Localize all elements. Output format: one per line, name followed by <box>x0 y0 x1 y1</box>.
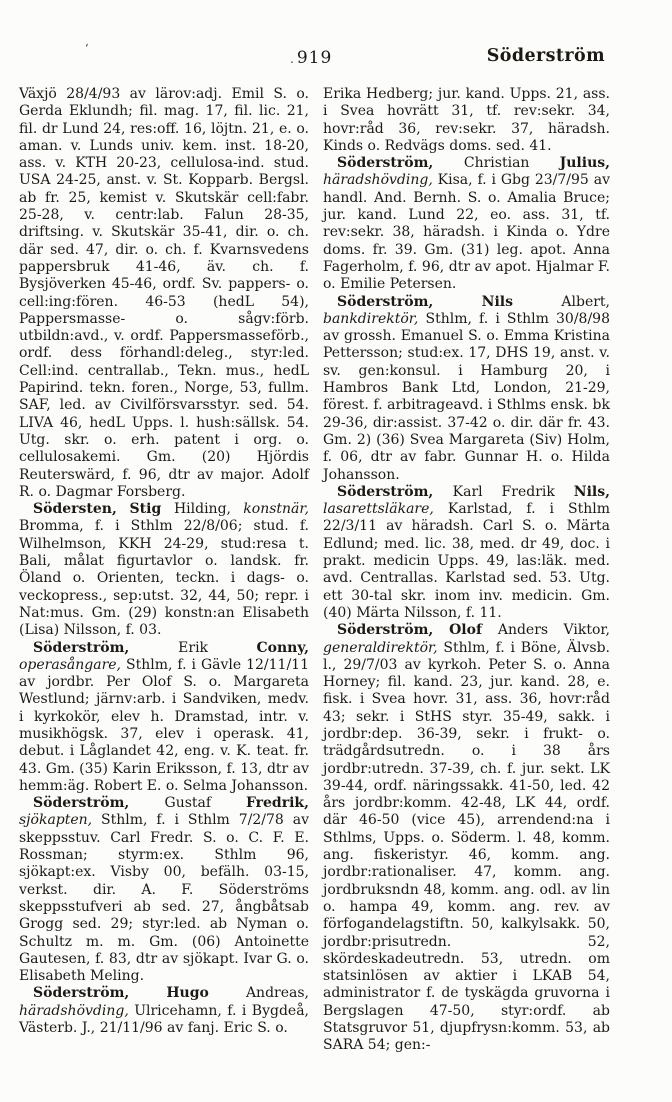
entry-headword: Conny, <box>256 639 309 656</box>
entry-headword: Julius, <box>559 155 610 172</box>
entry-occupation: lasarettsläkare, <box>323 501 448 518</box>
entry-headword: Söderström, <box>337 483 453 500</box>
entry-paragraph <box>19 501 309 639</box>
entry-text: Karl Fredrik <box>452 483 574 500</box>
page-number-value: 919 <box>296 48 333 68</box>
entry-occupation: operasångare, <box>19 656 126 673</box>
entry-occupation: generaldirektör, <box>323 639 444 656</box>
scan-artifact-mark: ʻ <box>85 42 89 55</box>
entry-occupation: bankdirektör, <box>323 310 426 327</box>
entry-headword: Söderström, <box>33 795 165 812</box>
entry-text: Anders Viktor, <box>497 622 610 639</box>
entry-text: Ulricehamn, f. i Bygdeå, Västerb. J., 21/11/96 av fanj. Eric S. o. <box>19 1002 309 1037</box>
entry-paragraph <box>19 640 309 796</box>
entry-headword: Söderström, Olof <box>337 622 498 639</box>
entry-text: Växjö 28/4/93 av lärov:adj. Emil S. o. Gerda Eklundh; fil. mag. 17, fil. lic. 21, fil. dr Lund 24, res:off. 16, löjtn. 21, e. o. aman. v. Lunds univ. kem. inst. 18-20, ass. v. KTH 20-23, cellulosa-ind. stud. USA 24-25, anst. v. St. Kopparb. Bergsl. ab fr. 25, kemist v. Skutskär cell:fabr. 25-28, v. centr:lab. Falun 28-35, driftsing. v. Skutskär 35-41, dir. o. ch. där sed. 47, dir. o. ch. f. Kvarnsvedens pappersbruk 41-46, äv. ch. f. Bysjöverken 45-46, ordf. Sv. pappers- o. cell:ing:fören. 46-53 (hedL 54), Pappersmasse- o. sågv:förb. utbildn:avd., v. ordf. Pappersmasseförb., ordf. dess förhandl:deleg., styr:led. Cell:ind. centrallab., Tekn. mus., hedL Papirind. tekn. foren., Norge, 53, fullm. SAF, led. av Civilförsvarsstyr. sed. 54. LIVA 46, hedL Upps. l. hush:sällsk. 54. Utg. skr. o. erh. patent i org. o. cellulosakemi. Gm. (20) Hjördis Reuterswärd, f. 96, dtr av major. Adolf R. o. Dagmar Forsberg. <box>19 86 309 500</box>
continuation-paragraph <box>323 86 610 155</box>
text-column-left <box>19 86 309 1037</box>
entry-text: Christian <box>463 155 560 172</box>
entry-text: Hilding, <box>173 501 244 518</box>
entry-paragraph <box>19 795 309 985</box>
entry-paragraph <box>323 294 610 484</box>
entry-text: Sthlm, f. i Sthlm 7/2/78 av skeppsstuv. Carl Fredr. S. o. C. F. E. Rossman; styrm:ex. Sthlm 96, sjökapt:ex. Visby 00, befälh. 03-15, verkst. dir. A. F. Söderströms skeppsstufveri ab sed. 27, ångbåtsab Grogg sed. 29; styr:led. ab Nyman o. Schultz m. m. Gm. (06) Antoinette Gautesen, f. 83, dtr av sjökapt. Ivar G. o. Elisabeth Meling. <box>19 812 309 985</box>
entry-text: Karlstad, f. i Sthlm 22/3/11 av häradsh. Carl S. o. Märta Edlund; med. lic. 38, med. dr 49, doc. i prakt. medicin Upps. 49, las:läk. med. avd. Centrallas. Karlstad sed. 53. Utg. ett 30-tal skr. inom inv. medicin. Gm. (40) Märta Nilsson, f. 11. <box>323 501 610 621</box>
entry-occupation: sjökapten, <box>19 812 102 829</box>
entry-text: Bromma, f. i Sthlm 22/8/06; stud. f. Wilhelmson, KKH 24-29, stud:resa t. Bali, målat figurtavlor o. landsk. fr. Öland o. Orienten, teckn. i dags- o. veckopress., sep:utst. 32, 44, 50; repr. i Nat:mus. Gm. (29) konstn:an Elisabeth (Lisa) Nilsson, f. 03. <box>19 518 309 639</box>
entry-text: Kisa, f. i Gbg 23/7/95 av handl. And. Bernh. S. o. Amalia Bruce; jur. kand. Lund 22, eo. ass. 31, tf. rev:sekr. 38, häradsh. i Kinda o. Ydre doms. fr. 39. Gm. (31) leg. apot. Anna Fagerholm, f. 96, dtr av apot. Hjalmar F. o. Emilie Petersen. <box>323 172 610 293</box>
entry-text: Andreas, <box>245 985 309 1002</box>
entry-occupation: häradshövding, <box>19 1002 135 1019</box>
entry-text: Erik <box>178 639 257 656</box>
entry-headword: Söderström, Nils <box>337 293 562 310</box>
entry-text: Sthlm, f. i Böne, Älvsb. l., 29/7/03 av kyrkoh. Peter S. o. Anna Horney; fil. kand. 23, jur. kand. 28, e. fisk. i Svea hovr. 31, ass. 36, hovr:råd 43; sekr. i StHS styr. 35-49, sakk. i jordbr:dep. 36-39, sekr. i frukt- o. trädgårdsutredn. o. i 38 års jordbr:utredn. 37-39, ch. f. jur. sekt. LK 39-44, ordf. näringssakk. 41-50, led. 42 års jordbr:komm. 42-48, LK 44, ordf. där 46-50 (vice 45), arrendend:na i Sthlms, Upps. o. Söderm. l. 48, komm. ang. fiskeristyr. 46, komm. ang. jordbr:rationaliser. 47, komm. ang. jordbruksndn 48, komm. ang. odl. av lin o. hampa 49, komm. ang. rev. av förfogandelagstiftn. 50, kalkylsakk. 50, jordbr:prisutredn. 52, skördeskadeutredn. 53, utredn. om statsinlösen av aktier i LKAB 54, administrator f. de tyskägda gruvorna i Bergslagen 47-50, styr:ordf. ab Statsgruvor 51, djupfrysn:komm. 53, ab SARA 54; gen:- <box>323 639 611 1054</box>
page-number <box>290 48 332 68</box>
entry-text: Sthlm, f. i Sthlm 30/8/98 av grossh. Emanuel S. o. Emma Kristina Pettersson; stud:ex. 17, DHS 19, anst. v. sv. gen:konsul. i Hamburg 20, i Hambros Bank Ltd, London, 21-29, förest. f. arbitrageavd. i Sthlms ensk. bk 29-36, dir:assist. 37-42 o. dir. där fr. 43. Gm. 2) (36) Svea Margareta (Siv) Holm, f. 06, dtr av fabr. Gunnar H. o. Hilda Johansson. <box>323 310 610 483</box>
entry-headword: Södersten, Stig <box>33 501 174 518</box>
entry-paragraph <box>323 155 610 293</box>
entry-paragraph <box>323 484 610 622</box>
entry-text: Erika Hedberg; jur. kand. Upps. 21, ass. i Svea hovrätt 31, tf. rev:sekr. 34, hovr:råd 36, rev:sekr. 37, häradsh. Kinds o. Redvägs doms. sed. 41. <box>323 86 610 154</box>
entry-headword: Söderström, Hugo <box>33 985 246 1002</box>
entry-occupation: konstnär, <box>243 501 309 518</box>
entry-headword: Fredrik, <box>245 795 309 812</box>
entry-text: Gustaf <box>164 795 246 812</box>
entry-paragraph <box>19 985 309 1037</box>
entry-text: Sthlm, f. i Gävle 12/11/11 av jordbr. Per Olof S. o. Margareta Westlund; järnv:arb. i Sandviken, medv. i kyrkokör, elev h. Dramstad, intr. v. musikhögsk. 37, elev i operask. 41, debut. i Låglandet 42, eng. v. K. teat. fr. 43. Gm. (35) Karin Eriksson, f. 13, dtr av hemm:äg. Robert E. o. Selma Johansson. <box>19 656 309 794</box>
entry-text: Albert, <box>561 293 610 310</box>
entry-headword: Söderström, <box>337 155 464 172</box>
entry-occupation: häradshövding, <box>323 172 438 189</box>
entry-headword: Nils, <box>573 483 610 500</box>
continuation-paragraph <box>19 86 309 501</box>
text-column-right <box>323 86 610 1055</box>
entry-paragraph <box>323 622 610 1054</box>
scan-artifact-dot: . <box>290 52 295 66</box>
running-head-keyword: Söderström <box>486 46 605 66</box>
entry-headword: Söderström, <box>33 639 179 656</box>
